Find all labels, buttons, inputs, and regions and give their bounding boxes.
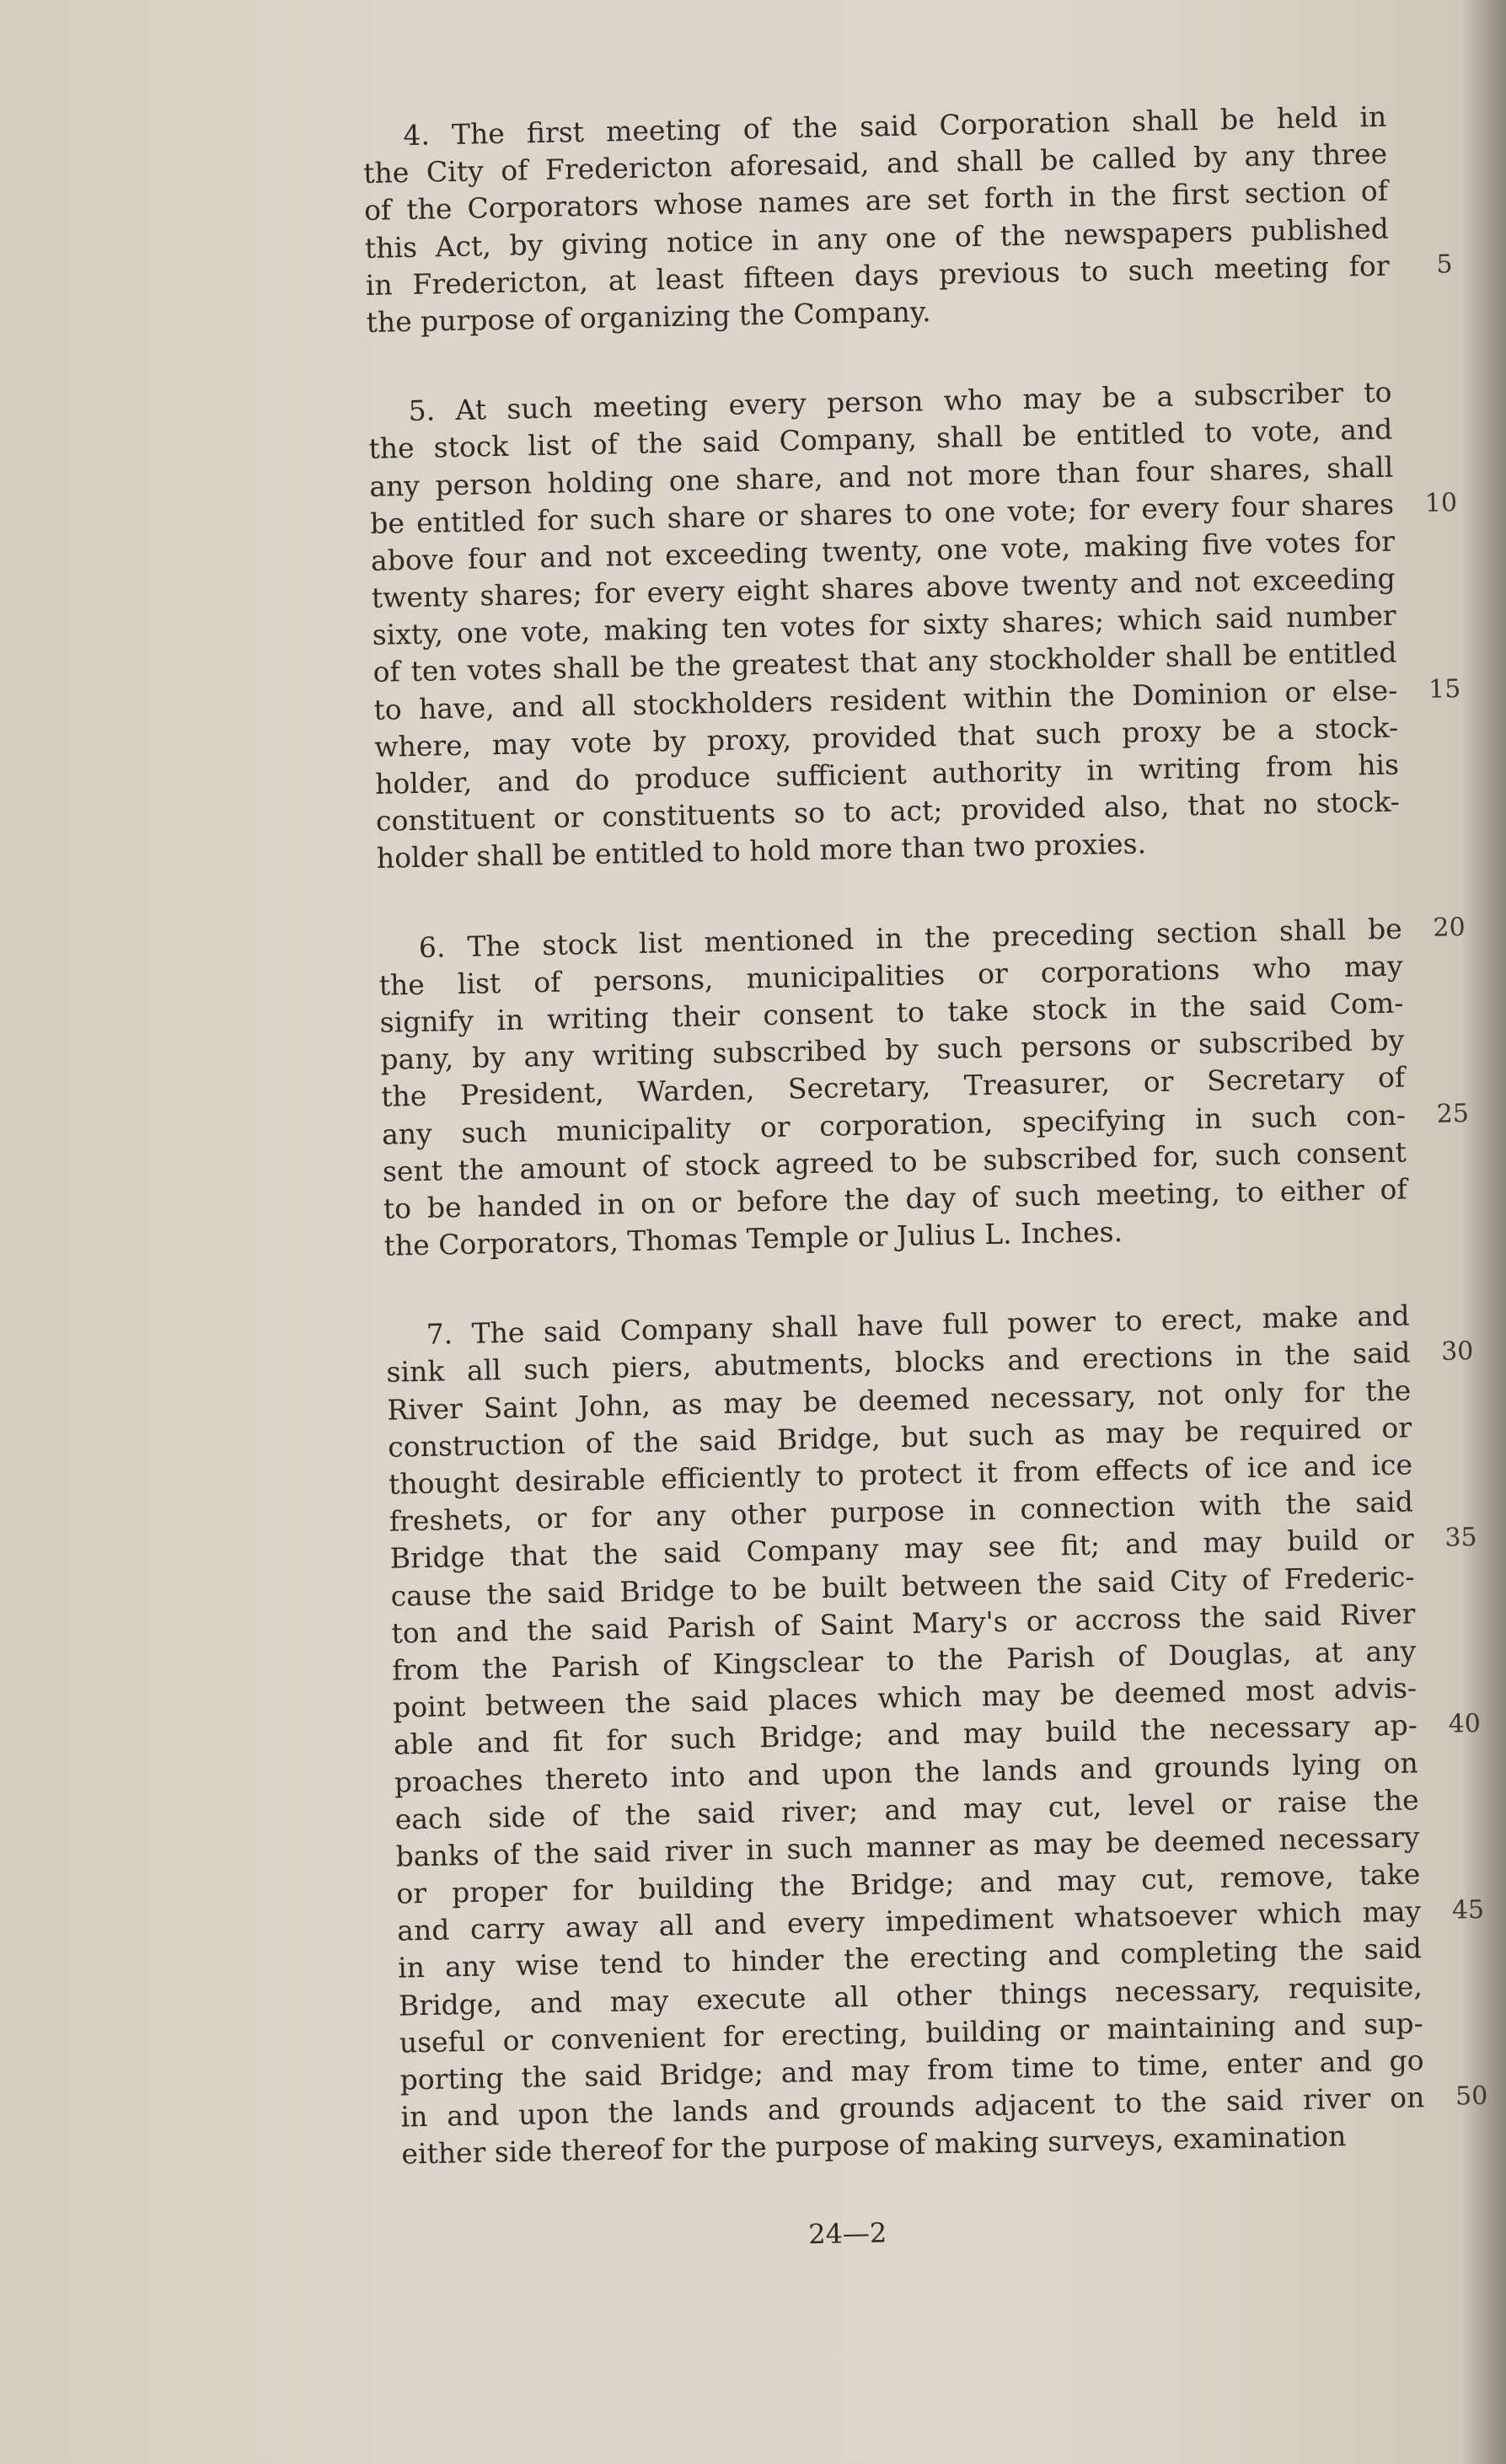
line-text: to have, and all stockholders resident within the Dominion or else- [373, 673, 1398, 726]
line-text: the President, Warden, Secretary, Treasurer, or Secretary of [380, 1060, 1406, 1114]
line-text: Bridge, and may execute all other things necessary, requisite, [398, 1969, 1423, 2022]
line-text: in and upon the lands and grounds adjacent to the said river on [400, 2081, 1425, 2134]
line-text: sixty, one vote, making ten votes for sixty shares; which said number [372, 598, 1396, 652]
line-text: to be handed in on or before the day of such meeting, to either of [383, 1172, 1407, 1225]
line-number: 45 [1451, 1895, 1485, 1926]
paragraphs [362, 99, 1488, 2173]
line-number: 20 [1433, 912, 1466, 943]
line-text: any person holding one share, and not more than four shares, shall [369, 450, 1394, 503]
line-text: cause the said Bridge to be built between the said City of Frederic- [390, 1559, 1415, 1613]
line-text: and carry away all and every impediment whatsoever which may [396, 1894, 1422, 1947]
line-text: this Act, by giving notice in any one of the newspapers published [364, 212, 1390, 265]
line-text: in any wise tend to hinder the erecting and completing the said [397, 1931, 1423, 1985]
line-text: either side thereof for the purpose of making surveys, examination [401, 2119, 1347, 2171]
line-text: 6. The stock list mentioned in the preceding section shall be [418, 912, 1403, 964]
body-text [362, 99, 1488, 2258]
line-text: useful or convenient for erecting, building or maintaining and sup- [399, 2006, 1424, 2060]
line-text: freshets, or for any other purpose in connection with the said [389, 1485, 1414, 1538]
line-text: 5. At such meeting every person who may be a subscriber to [408, 375, 1392, 428]
folio-signature: 24—2 [807, 2216, 887, 2250]
line-number: 40 [1448, 1709, 1482, 1739]
line-number: 30 [1440, 1336, 1474, 1368]
line-text: be entitled for such share or shares to one vote; for every four shares [369, 487, 1395, 540]
line-text: thought desirable efficiently to protect it from effects of ice and ice [388, 1448, 1413, 1501]
line-text: in Fredericton, at least fifteen days previous to such meeting for [365, 249, 1390, 302]
paragraph [378, 910, 1470, 1265]
line-text: signify in writing their consent to take stock in the said Com- [379, 986, 1404, 1039]
line-text: where, may vote by proxy, provided that such proxy be a stock- [373, 710, 1399, 763]
line-text: 7. The said Company shall have full power to erect, make and [426, 1299, 1410, 1352]
line-text: the Corporators, Thomas Temple or Julius L. Inches. [383, 1214, 1123, 1262]
line-number: 35 [1444, 1523, 1477, 1554]
line-text: 4. The first meeting of the said Corporation shall be held in [403, 99, 1387, 153]
line-text: sink all such piers, abutments, blocks and erections in the said [386, 1336, 1411, 1390]
line-number: 25 [1436, 1098, 1470, 1129]
line-text: proaches thereto into and upon the lands and grounds lying on [394, 1745, 1419, 1799]
line-text: the list of persons, municipalities or corporations who may [378, 949, 1403, 1002]
paragraph [385, 1298, 1488, 2173]
line-text: banks of the said river in such manner as may be deemed necessary [395, 1820, 1420, 1873]
line-text: porting the said Bridge; and may from time to time, enter and go [399, 2044, 1424, 2097]
line-text: of ten votes shall be the greatest that any stockholder shall be entitled [372, 635, 1397, 689]
line-text: of the Corporators whose names are set forth in the first section of [363, 174, 1389, 228]
line-number: 5 [1436, 249, 1453, 280]
paragraph [362, 99, 1453, 341]
line-number: 10 [1424, 487, 1458, 518]
line-text: construction of the said Bridge, but such as may be required or [387, 1411, 1412, 1464]
line-text: sent the amount of stock agreed to be subscribed for, such consent [382, 1135, 1407, 1188]
line-text: point between the said places which may be deemed most advis- [392, 1671, 1418, 1724]
line-text: holder, and do produce sufficient authority in writing from his [374, 747, 1400, 801]
paragraph [367, 374, 1461, 878]
line-text: each side of the said river; and may cut, level or raise the [394, 1782, 1419, 1836]
line-text: from the Parish of Kingsclear to the Parish of Douglas, at any [391, 1634, 1417, 1687]
line-text: the stock list of the said Company, shall be entitled to vote, and [368, 412, 1393, 466]
line-text: Bridge that the said Company may see fit; and may build or [389, 1522, 1414, 1576]
line-text: or proper for building the Bridge; and may cut, remove, take [396, 1857, 1421, 1910]
line-text: any such municipality or corporation, specifying in such con- [381, 1097, 1407, 1151]
line-text: ton and the said Parish of Saint Mary's or accross the said River [391, 1597, 1416, 1650]
line-text: above four and not exceeding twenty, one vote, making five votes for [370, 524, 1396, 577]
line-text: holder shall be entitled to hold more than two proxies. [376, 827, 1147, 876]
line-text: able and fit for such Bridge; and may build the necessary ap- [393, 1708, 1418, 1761]
line-number: 15 [1428, 673, 1461, 704]
line-text: the purpose of organizing the Company. [366, 295, 931, 339]
line-text: the City of Fredericton aforesaid, and shall be called by any three [362, 137, 1388, 190]
line-text: River Saint John, as may be deemed necessary, not only for the [387, 1374, 1412, 1427]
line-text: twenty shares; for every eight shares above twenty and not exceeding [371, 561, 1396, 614]
line-number: 50 [1455, 2081, 1488, 2112]
line-text: constituent or constituents so to act; provided also, that no stock- [375, 785, 1401, 838]
line-text: pany, by any writing subscribed by such persons or subscribed by [380, 1023, 1405, 1076]
